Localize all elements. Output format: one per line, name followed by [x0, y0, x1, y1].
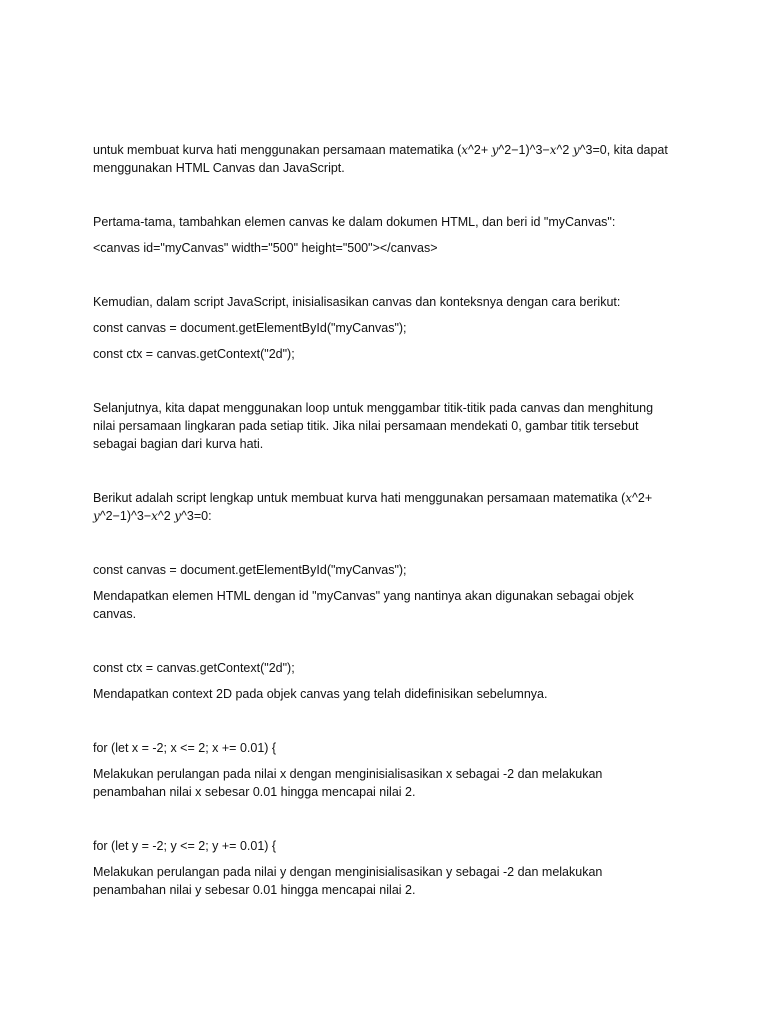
text-run: ^2−1)^3−: [498, 143, 550, 157]
code-line-get-context: const ctx = canvas.getContext("2d");: [93, 347, 295, 361]
code-line-get-canvas: const canvas = document.getElementById("myCanvas");: [93, 321, 407, 335]
code-line-for-y: for (let y = -2; y <= 2; y += 0.01) {: [93, 839, 277, 853]
math-variable: y: [572, 143, 580, 157]
context-explanation-paragraph: Mendapatkan context 2D pada objek canvas yang telah didefinisikan sebelumnya.: [93, 687, 548, 701]
code-line-get-context-2: const ctx = canvas.getContext("2d");: [93, 661, 295, 675]
math-variable: x: [625, 491, 633, 505]
math-variable: x: [549, 143, 557, 157]
text-run: Berikut adalah script lengkap untuk membuat kurva hati menggunakan persamaan matematika (: [93, 491, 626, 505]
math-variable: y: [93, 509, 100, 523]
intro-paragraph: [93, 141, 673, 177]
for-y-explanation-paragraph: Melakukan perulangan pada nilai y dengan menginisialisasikan y sebagai -2 dan melakukan penambahan nilai y sebesar 0.01 hingga mencapai nilai 2.: [93, 865, 606, 897]
text-run: ^2: [157, 509, 175, 523]
text-run: untuk membuat kurva hati menggunakan persamaan matematika (: [93, 143, 462, 157]
math-variable: x: [461, 143, 469, 157]
math-variable: y: [491, 143, 499, 157]
code-line-get-canvas-2: const canvas = document.getElementById("myCanvas");: [93, 563, 407, 577]
for-x-explanation-paragraph: Melakukan perulangan pada nilai x dengan menginisialisasikan x sebagai -2 dan melakukan penambahan nilai x sebesar 0.01 hingga mencapai nilai 2.: [93, 767, 606, 799]
canvas-explanation-paragraph: Mendapatkan elemen HTML dengan id "myCanvas" yang nantinya akan digunakan sebagai objek canvas.: [93, 589, 638, 621]
init-instruction-paragraph: Kemudian, dalam script JavaScript, inisialisasikan canvas dan konteksnya dengan cara berikut:: [93, 295, 621, 309]
document-body: [93, 141, 673, 899]
text-run: ^2+: [632, 491, 656, 505]
text-run: ^2+: [468, 143, 492, 157]
text-run: ^2−1)^3−: [99, 509, 152, 523]
text-run: ^2: [556, 143, 573, 157]
math-variable: y: [174, 509, 181, 523]
code-line-for-x: for (let x = -2; x <= 2; x += 0.01) {: [93, 741, 277, 755]
text-run: ^3=0:: [181, 509, 212, 523]
math-variable: x: [151, 509, 158, 523]
loop-explanation-paragraph: Selanjutnya, kita dapat menggunakan loop untuk menggambar titik-titik pada canvas dan menghitung nilai persamaan lingkaran pada setiap titik. Jika nilai persamaan mendekati 0, gambar titik tersebut sebagai bagian dari kurva hati.: [93, 401, 657, 451]
full-script-intro-paragraph: [93, 489, 673, 525]
text-run: ^3=0, kita dapat menggunakan HTML Canvas dan JavaScript.: [93, 143, 672, 175]
canvas-instruction-paragraph: Pertama-tama, tambahkan elemen canvas ke dalam dokumen HTML, dan beri id "myCanvas":: [93, 215, 616, 229]
code-line-canvas-tag: <canvas id="myCanvas" width="500" height="500"></canvas>: [93, 241, 438, 255]
